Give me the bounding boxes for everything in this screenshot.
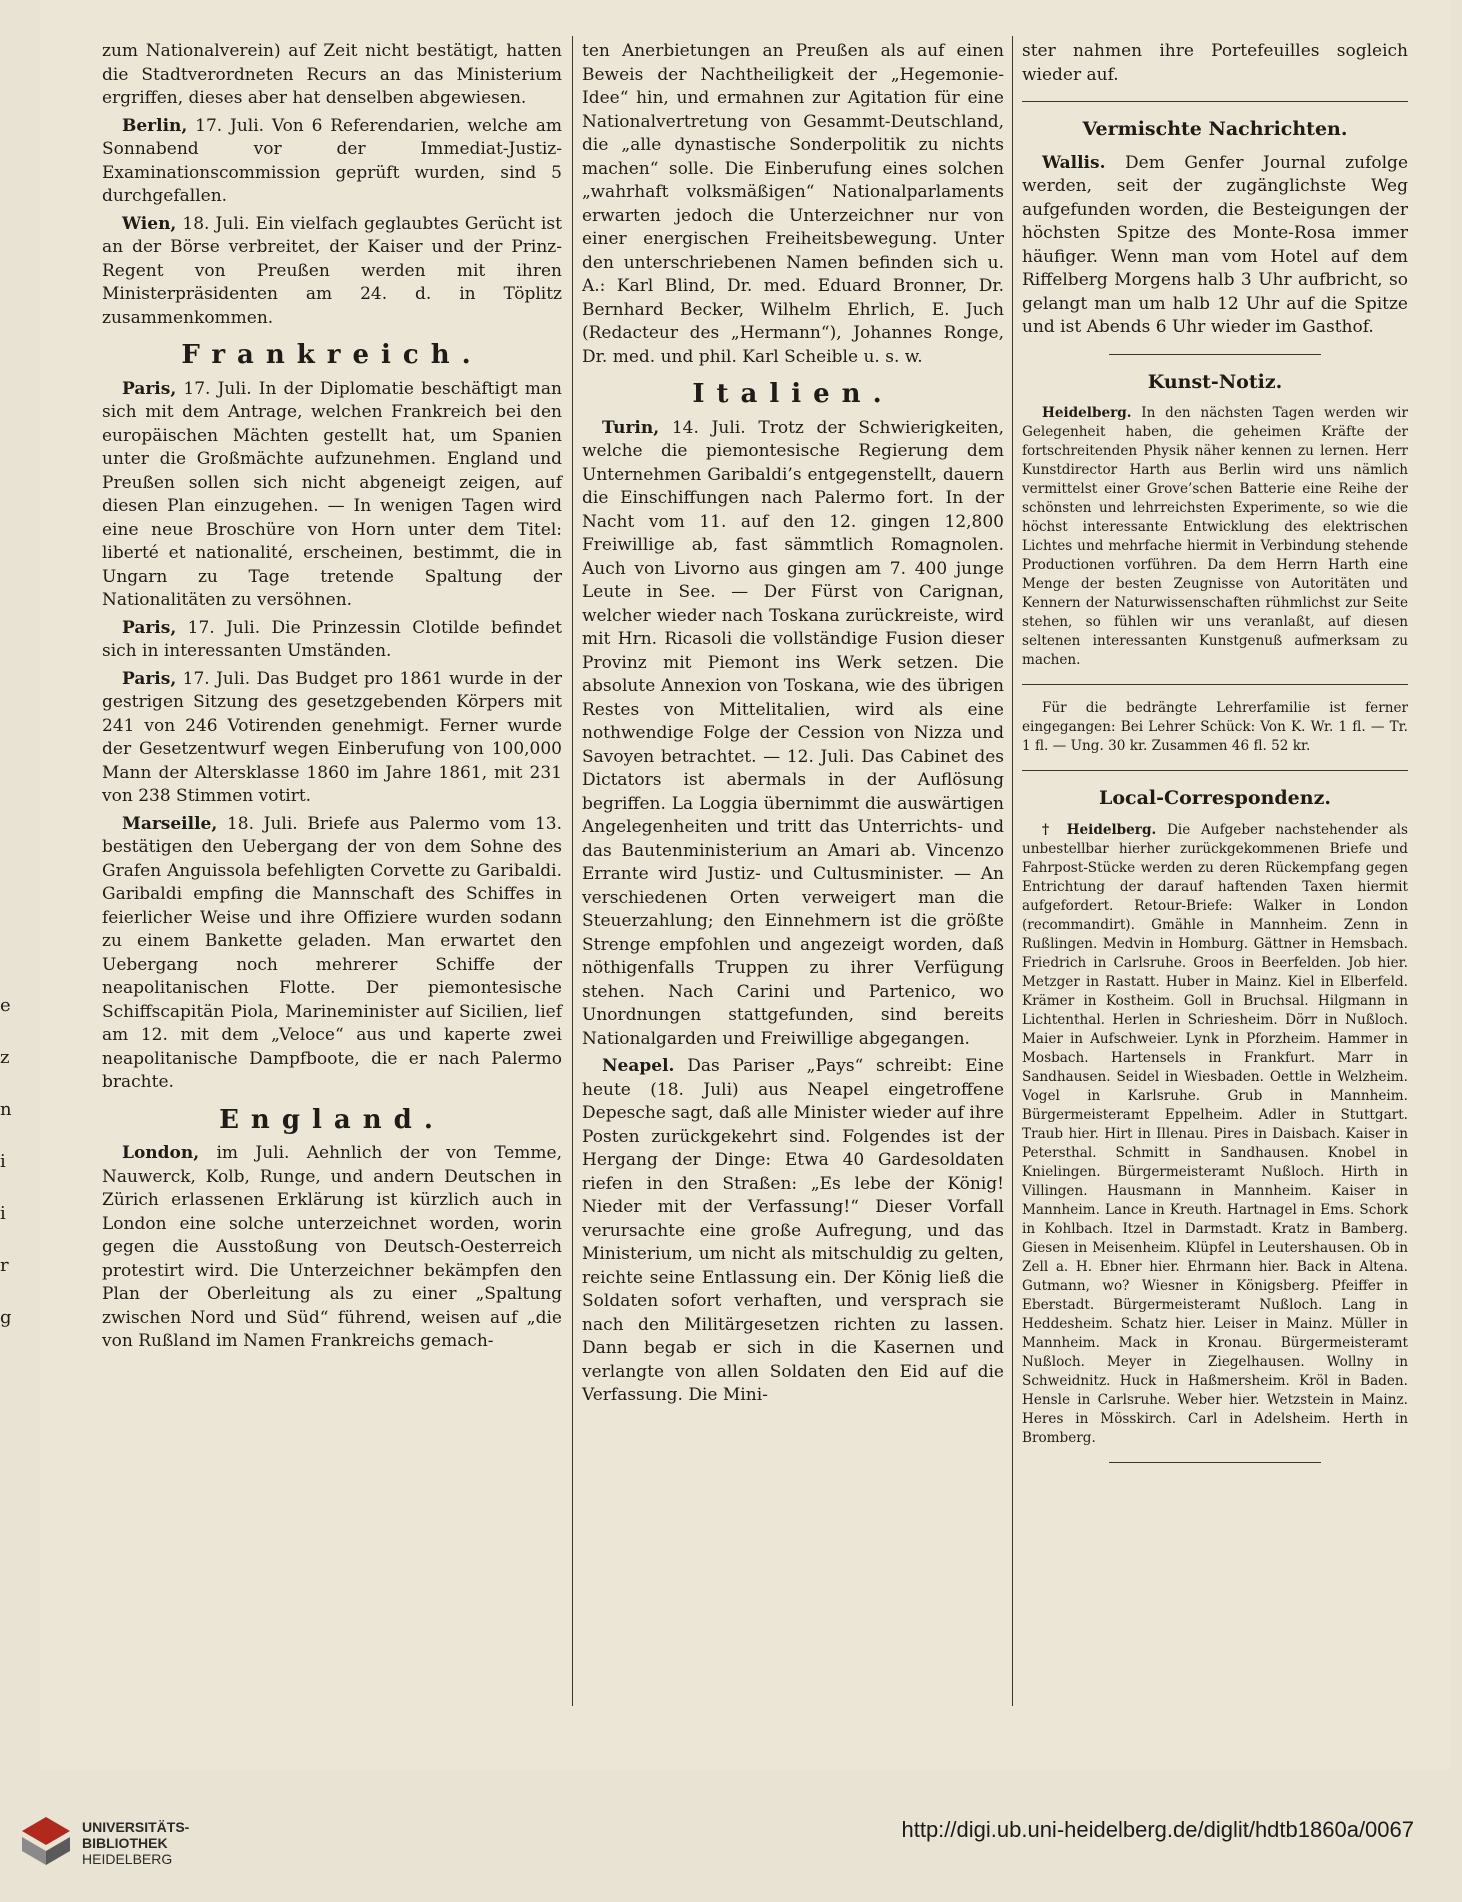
column-1 (102, 40, 562, 1358)
paragraph-intro: zum Nationalverein) auf Zeit nicht bestätigt, hatten die Stadtverordneten Recurs an das Ministerium ergriffen, dieses aber hat denselben abgewiesen. (102, 41, 562, 108)
paragraph-neapel-cont: ster nahmen ihre Portefeuilles sogleich wieder auf. (1022, 41, 1408, 85)
section-heading-italien: Italien. (692, 379, 894, 409)
newspaper-page (40, 0, 1450, 1770)
source-url-link[interactable]: http://digi.ub.uni-heidelberg.de/diglit/hdtb1860a/0067 (901, 1817, 1414, 1842)
divider (1022, 684, 1408, 685)
divider (1109, 1462, 1321, 1463)
margin-characters: e z n i i r g (0, 995, 12, 1328)
article-paris-1: Paris, 17. Juli. In der Diplomatie beschäftigt man sich mit dem Antrage, welchen Frankreich bei den europäischen Mächten gestellt hat, um Spanien unter die Großmächte aufzunehmen. England und Preußen sollen sich nicht abgeneigt zeigen, auf diesen Plan einzugehen. — In wenigen Tagen wird eine neue Broschüre von Horn unter dem Titel: liberté et nationalité, erscheinen, bestimmt, die in Ungarn zu Tage tretende Spaltung der Nationalitäten zu versöhnen. (102, 378, 562, 610)
column-3 (1022, 40, 1408, 1477)
column-rule (572, 36, 573, 1706)
paragraph-london-cont: ten Anerbietungen an Preußen als auf einen Beweis der Nachtheiligkeit der „Hegemonie-Idee“ hin, und ermahnen zur Agitation für eine Nationalvertretung von Gesammt-Deutschland, die „alle dynastische Sonderpolitik zu nichts machen“ solle. Die Einberufung eines solchen „wahrhaft volksmäßigen“ Nationalparlaments erwarten jedoch die Unterzeichner nur von einer energischen Freiheitsbewegung. Unter den unterschriebenen Namen befinden sich u. A.: Karl Blind, Dr. med. Eduard Bronner, Dr. Bernhard Becker, Wilhelm Ehrlich, E. Juch (Redacteur des „Hermann“), Johannes Ronge, Dr. med. und phil. Karl Scheible u. s. w. (582, 41, 1004, 367)
divider (1022, 101, 1408, 102)
footer-bar (0, 1775, 1462, 1902)
section-heading-vermischte: Vermischte Nachrichten. (1082, 118, 1348, 140)
section-heading-kunst: Kunst-Notiz. (1147, 370, 1283, 393)
article-paris-2: Paris, 17. Juli. Die Prinzessin Clotilde befindet sich in interessanten Umständen. (102, 617, 562, 661)
column-2 (582, 40, 1004, 1412)
article-neapel: Neapel. Das Pariser „Pays“ schreibt: Eine heute (18. Juli) aus Neapel eingetroffene Depesche sagt, daß alle Minister wieder auf ihre Posten zurückgekehrt sind. Folgendes ist der Hergang der Dinge: Etwa 40 Gardesoldaten riefen in den Straßen: „Es lebe der König! Nieder mit der Verfassung!“ Dieser Vorfall verursachte eine große Aufregung, und das Ministerium, um nicht als mitschuldig zu gelten, reichte seine Entlassung ein. Der König ließ die Soldaten sofort verhaften, und versprach sie nach den Militärgesetzen richten zu lassen. Dann begab er sich in die Kasernen und verlangte von allen Soldaten den Eid auf die Verfassung. Die Mini- (582, 1056, 1004, 1405)
article-wallis: Wallis. Dem Genfer Journal zufolge werden, seit der zugänglichste Weg aufgefunden worden, die Besteigungen der höchsten Spitze des Monte-Rosa immer häufiger. Wenn man vom Hotel auf dem Riffelberg Morgens halb 3 Uhr aufbricht, so gelangt man um halb 12 Uhr auf die Spitze und ist Abends 6 Uhr wieder im Gasthof. (1022, 152, 1408, 337)
article-wien: Wien, 18. Juli. Ein vielfach geglaubtes Gerücht ist an der Börse verbreitet, der Kaiser und der Prinz-Regent von Preußen werden mit ihren Ministerpräsidenten am 24. d. in Töplitz zusammenkommen. (102, 213, 562, 328)
dateline-berlin: Berlin, (122, 115, 188, 136)
article-heidelberg-local: † Heidelberg. Die Aufgeber nachstehender als unbestellbar hierher zurückgekommenen Briefe und Fahrpost-Stücke werden zu deren Rückempfang gegen Entrichtung der darauf haftenden Taxen hiermit aufgefordert. Retour-Briefe: Walker in London (recommandirt). Gmähle in Mannheim. Zenn in Rußlingen. Medvin in Homburg. Gättner in Hemsbach. Friedrich in Carlsruhe. Groos in Beerfelden. Job hier. Metzger in Rastatt. Huber in Mainz. Kiel in Elberfeld. Krämer in Kostheim. Goll in Bruchsal. Hilgmann in Lichtenthal. Herlen in Schriesheim. Dörr in Nußloch. Maier in Aufschweier. Lynk in Pforzheim. Hammer in Mosbach. Hartensels in Frankfurt. Marr in Sandhausen. Seidel in Wiesbaden. Oettle in Welzheim. Vogel in Karlsruhe. Grub in Mannheim. Bürgermeisteramt Eppelheim. Adler in Stuttgart. Traub hier. Hirt in Illenau. Pires in Daisbach. Kaiser in Petersthal. Schmitt in Sandhausen. Knobel in Knielingen. Bürgermeisteramt Nußloch. Hirth in Villingen. Hausmann in Mannheim. Kaiser in Mannheim. Lance in Kreuth. Hartnagel in Ems. Schork in Kohlbach. Itzel in Darmstadt. Kratz in Bamberg. Giesen in Meisenheim. Klüpfel in Leutershausen. Ob in Zell a. H. Ebner hier. Ehrmann hier. Back in Altena. Gutmann, wo? Wiesner in Königsberg. Pfeiffer in Eberstadt. Bürgermeisteramt Nußloch. Lang in Heddesheim. Schatz hier. Leiser in Mainz. Müller in Mannheim. Mack in Kronau. Bürgermeisteramt Nußloch. Meyer in Ziegelhausen. Wollny in Schweidnitz. Huck in Haßmersheim. Kröl in Baden. Hensle in Carlsruhe. Weber hier. Wetzstein in Mainz. Heres in Mösskirch. Carl in Adelsheim. Herth in Bromberg. (1022, 821, 1409, 1446)
university-logo-icon (20, 1815, 72, 1867)
column-rule (1012, 36, 1013, 1706)
section-heading-frankreich: Frankreich. (181, 340, 483, 370)
article-berlin: Berlin, 17. Juli. Von 6 Referendarien, welche am Sonnabend vor der Immediat-Justiz-Examinationscommission geprüft wurden, sind 5 durchgefallen. (102, 115, 562, 206)
article-marseille: Marseille, 18. Juli. Briefe aus Palermo vom 13. bestätigen den Uebergang der von dem Sohne des Grafen Anguissola befehligten Corvette zu Garibaldi. Garibaldi empfing die Mannschaft des Schiffes in feierlicher Weise und ihre Offiziere wurden sodann zu einem Bankette geladen. Man erwartet den Uebergang noch mehrerer Schiffe der neapolitanischen Flotte. Der piemontesische Schiffscapitän Piola, Marineminister auf Sicilien, lief am 12. mit dem „Veloce“ aus und kaperte zwei neapolitanische Dampfboote, die er nach Palermo brachte. (102, 813, 562, 1092)
notice-lehrerfamilie: Für die bedrängte Lehrerfamilie ist ferner eingegangen: Bei Lehrer Schück: Von K. Wr. 1 fl. — Tr. 1 fl. — Ung. 30 kr. Zusammen 46 fl. 52 kr. (1022, 700, 1408, 754)
article-paris-3: Paris, 17. Juli. Das Budget pro 1861 wurde in der gestrigen Sitzung des gesetzgebenden Körpers mit 241 von 246 Votirenden genehmigt. Ferner wurde der Gesetzentwurf wegen Einberufung von 100,000 Mann der Altersklasse 1860 im Jahre 1861, mit 231 von 238 Stimmen votirt. (102, 668, 562, 806)
divider (1022, 770, 1408, 771)
article-heidelberg-kunst: Heidelberg. In den nächsten Tagen werden wir Gelegenheit haben, die geheimen Kräfte der fortschreitenden Physik näher kennen zu lernen. Herr Kunstdirector Harth aus Berlin wird uns nämlich vermittelst einer Grove’schen Batterie eine Reihe der schönsten und lehrreichsten Experimente, so wie die höchst interessante Entwicklung des elektrischen Lichtes und mehrfache hiermit in Verbindung stehende Productionen vorführen. Da dem Herrn Harth eine Menge der besten Zeugnisse von Autoritäten und Kennern der Naturwissenschaften rühmlichst zur Seite stehen, so fühlen wir uns veranlaßt, auf diesen seltenen interessanten Kunstgenuß aufmerksam zu machen. (1022, 405, 1408, 668)
divider (1109, 354, 1321, 355)
article-turin: Turin, 14. Juli. Trotz der Schwierigkeiten, welche die piemontesische Regierung dem Unternehmen Garibaldi’s entgegenstellt, dauern die Einschiffungen nach Palermo fort. In der Nacht vom 11. auf den 12. gingen 12,800 Freiwillige ab, fast sämmtlich Romagnolen. Auch von Livorno aus gingen am 7. 400 junge Leute in See. — Der Fürst von Carignan, welcher wieder nach Toskana zurückreiste, wird mit Hrn. Ricasoli die vollständige Fusion dieser Provinz mit Piemont ins Werk setzen. Die absolute Annexion von Toskana, wie des übrigen Restes von Mittelitalien, wird als eine nothwendige Folge der Cession von Nizza und Savoyen betrachtet. — 12. Juli. Das Cabinet des Dictators ist abermals in der Auflösung begriffen. La Loggia übernimmt die auswärtigen Angelegenheiten und tritt das Unterrichts- und das Bautenministerium an Amari ab. Vincenzo Errante wird Justiz- und Cultusminister. — An verschiedenen Orten verweigert man die Steuerzahlung; den Einnehmern ist die größte Strenge empfohlen und angezeigt worden, daß nöthigenfalls Truppen zu ihrer Verfügung stehen. Nach Carini und Partenico, wo Unordnungen stattgefunden, sind bereits Nationalgarden und Freiwillige abgegangen. (582, 417, 1004, 1049)
institution-name: UNIVERSITÄTS- BIBLIOTHEK HEIDELBERG (82, 1819, 190, 1867)
section-heading-local: Local-Correspondenz. (1099, 787, 1331, 809)
section-heading-england: England. (219, 1104, 445, 1135)
article-london: London, im Juli. Aehnlich der von Temme, Nauwerck, Kolb, Runge, und andern Deutschen in Zürich erlassenen Erklärung ist kürzlich auch in London eine solche unterzeichnet worden, worin gegen die Ausstoßung von Deutsch-Oesterreich protestirt wird. Die Unterzeichner bekämpfen den Plan der Oberleitung als zu einer „Spaltung zwischen Nord und Süd“ führend, weisen auf „die von Rußland im Namen Frankreichs gemach- (102, 1143, 562, 1351)
dateline-wien: Wien, (122, 213, 177, 234)
